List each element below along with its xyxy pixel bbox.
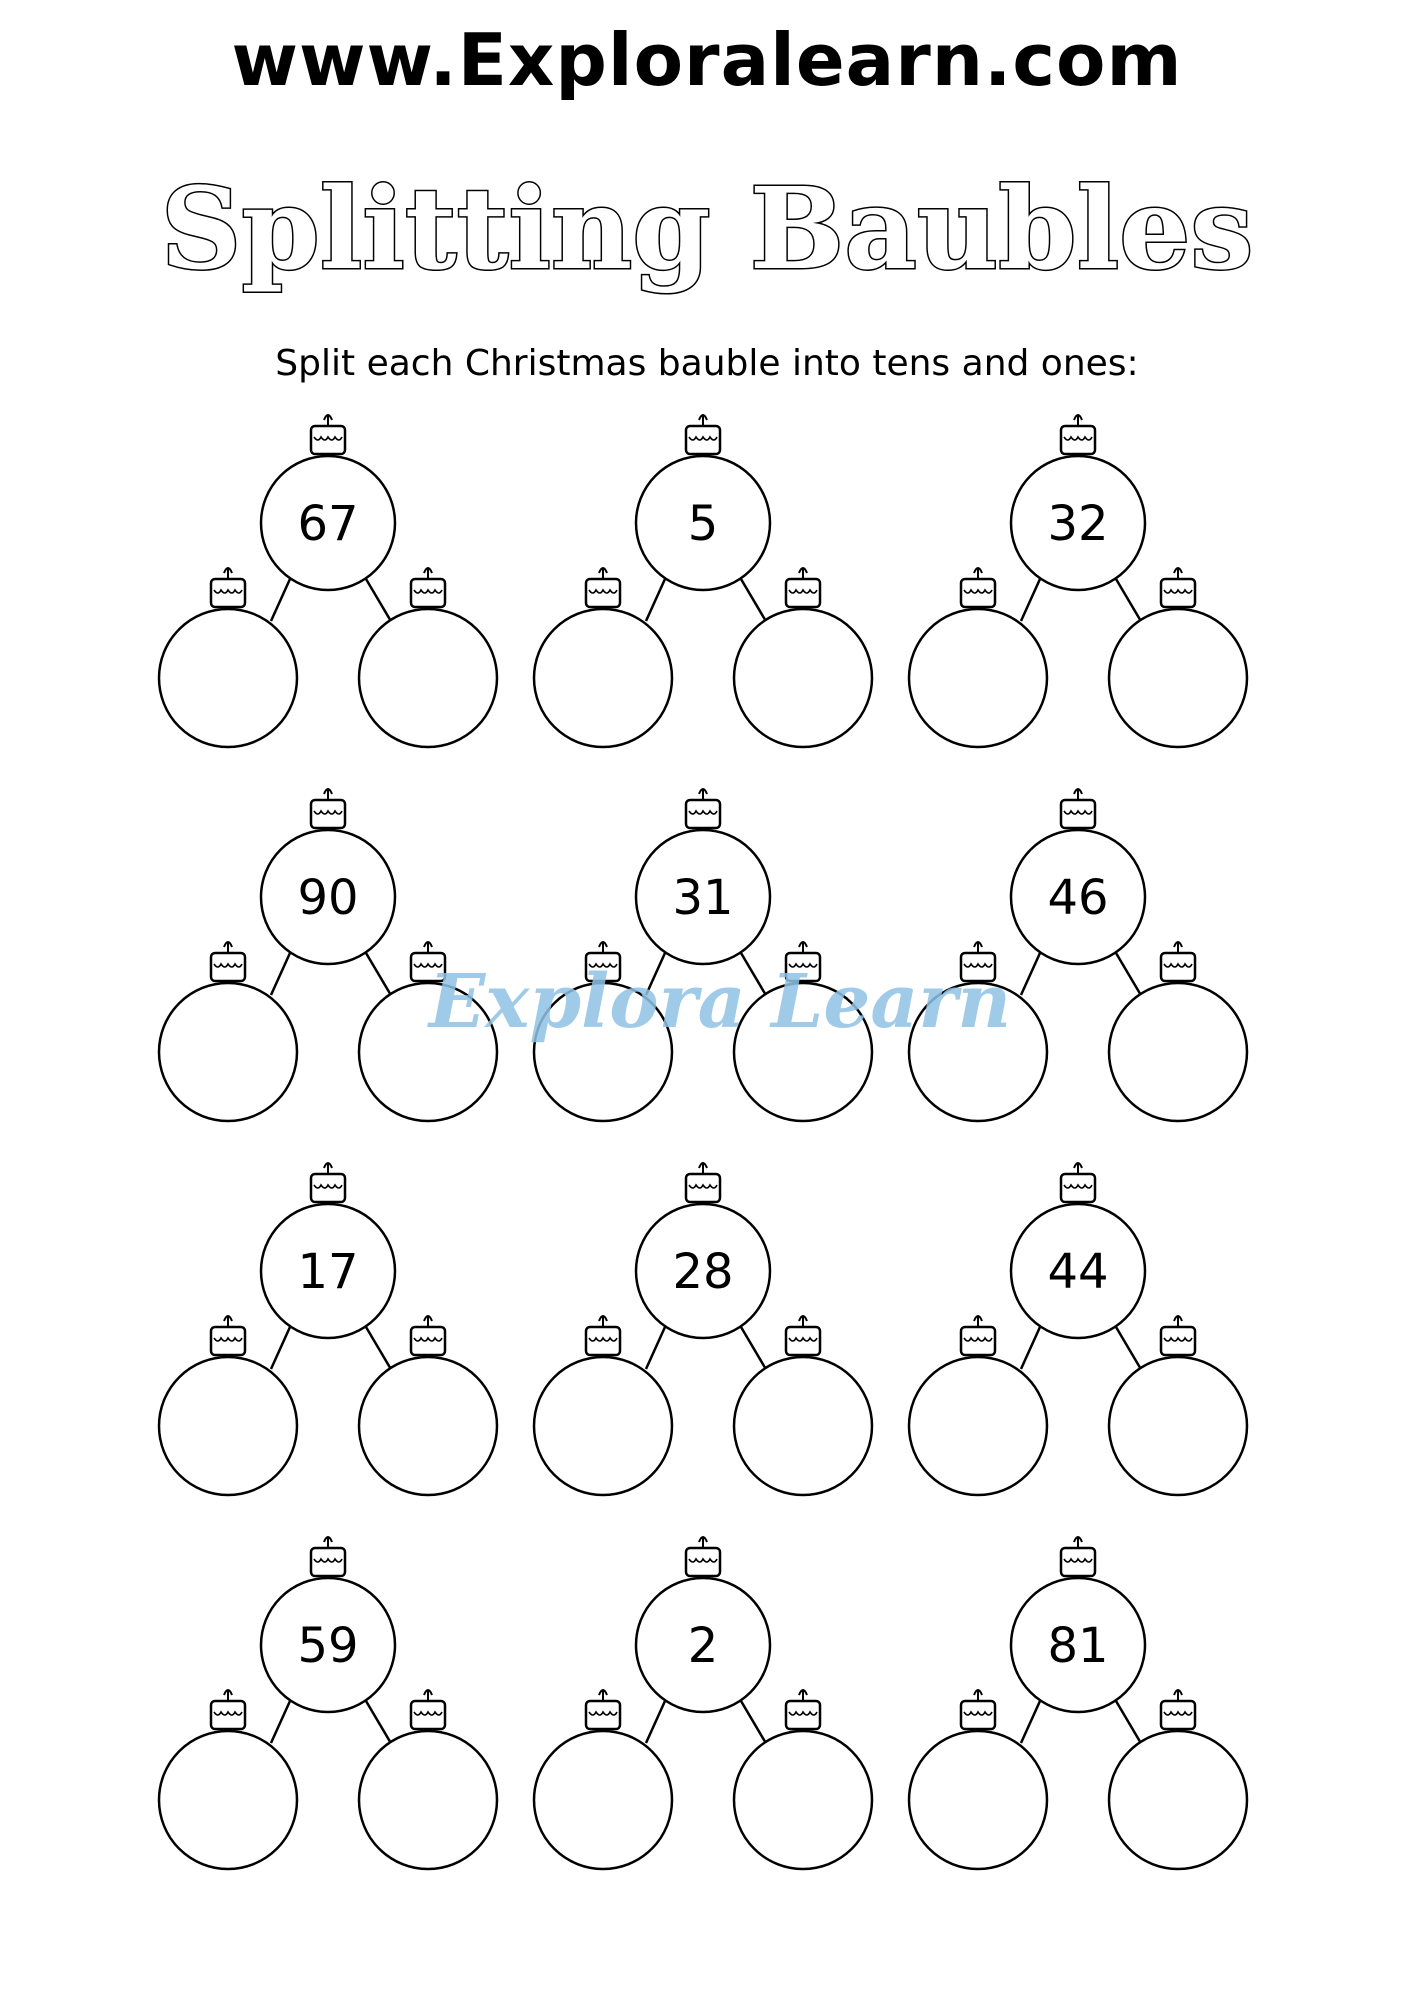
hook-icon: [1074, 1537, 1082, 1548]
bauble-circle: [359, 609, 497, 747]
branch-line-right: [366, 953, 392, 997]
bauble-number: 5: [687, 496, 719, 552]
hook-icon: [324, 789, 332, 800]
ones-bauble: [1109, 568, 1247, 747]
bauble-number: 46: [1047, 870, 1109, 926]
title-text: Splitting Baubles: [160, 164, 1254, 295]
hook-icon: [224, 1690, 232, 1701]
bauble-number: 17: [297, 1244, 359, 1300]
bauble-puzzle: [909, 1537, 1247, 1869]
branch-line-right: [1116, 953, 1142, 997]
hook-icon: [1174, 568, 1182, 579]
hook-icon: [599, 568, 607, 579]
bauble-circle: [1109, 1357, 1247, 1495]
hook-icon: [224, 1316, 232, 1327]
ones-bauble: [359, 568, 497, 747]
branch-line-right: [366, 1327, 392, 1371]
tens-bauble: [909, 1690, 1047, 1869]
hook-icon: [799, 1690, 807, 1701]
bauble-puzzle: [159, 415, 497, 747]
hook-icon: [224, 942, 232, 953]
bauble-number: 32: [1047, 496, 1109, 552]
branch-line-left: [646, 1327, 665, 1369]
tens-bauble: [159, 1690, 297, 1869]
hook-icon: [599, 1690, 607, 1701]
hook-icon: [599, 942, 607, 953]
bauble-number: 28: [672, 1244, 734, 1300]
hook-icon: [974, 568, 982, 579]
bauble-number: 2: [687, 1618, 719, 1674]
tens-bauble: [534, 568, 672, 747]
site-url: www.Exploralearn.com: [231, 18, 1183, 102]
hook-icon: [974, 1690, 982, 1701]
branch-line-right: [1116, 1701, 1142, 1745]
bauble-circle: [359, 1731, 497, 1869]
bauble-circle: [909, 1357, 1047, 1495]
bauble-puzzle: [159, 1537, 497, 1869]
hook-icon: [599, 1316, 607, 1327]
bauble-number: 59: [297, 1618, 359, 1674]
branch-line-right: [366, 579, 392, 623]
tens-bauble: [534, 1316, 672, 1495]
branch-line-left: [1021, 579, 1040, 621]
ones-bauble: [359, 1316, 497, 1495]
branch-line-left: [271, 1327, 290, 1369]
branch-line-left: [1021, 1327, 1040, 1369]
ones-bauble: [1109, 1316, 1247, 1495]
bauble-circle: [734, 1731, 872, 1869]
bauble-puzzle: [909, 1163, 1247, 1495]
hook-icon: [324, 415, 332, 426]
hook-icon: [324, 1163, 332, 1174]
bauble-circle: [909, 609, 1047, 747]
bauble-circle: [1109, 609, 1247, 747]
hook-icon: [799, 942, 807, 953]
branch-line-right: [741, 1701, 767, 1745]
bauble-number: 67: [297, 496, 359, 552]
hook-icon: [1074, 789, 1082, 800]
hook-icon: [1074, 415, 1082, 426]
tens-bauble: [159, 942, 297, 1121]
branch-line-left: [271, 579, 290, 621]
hook-icon: [799, 568, 807, 579]
hook-icon: [799, 1316, 807, 1327]
bauble-puzzle: [159, 1163, 497, 1495]
tens-bauble: [909, 1316, 1047, 1495]
bauble-circle: [909, 1731, 1047, 1869]
bauble-circle: [534, 1731, 672, 1869]
branch-line-left: [271, 1701, 290, 1743]
bauble-number: 31: [672, 870, 734, 926]
hook-icon: [1074, 1163, 1082, 1174]
bauble-circle: [159, 983, 297, 1121]
branch-line-right: [366, 1701, 392, 1745]
branch-line-right: [741, 579, 767, 623]
hook-icon: [424, 942, 432, 953]
bauble-circle: [159, 609, 297, 747]
watermark-logo: [428, 955, 1012, 1055]
bauble-puzzle: [534, 1537, 872, 1869]
hook-icon: [699, 1537, 707, 1548]
bauble-number: 81: [1047, 1618, 1109, 1674]
hook-icon: [974, 942, 982, 953]
tens-bauble: [534, 1690, 672, 1869]
bauble-circle: [359, 1357, 497, 1495]
hook-icon: [224, 568, 232, 579]
hook-icon: [699, 789, 707, 800]
branch-line-right: [741, 1327, 767, 1371]
hook-icon: [424, 568, 432, 579]
ones-bauble: [734, 1690, 872, 1869]
branch-line-left: [1021, 1701, 1040, 1743]
tens-bauble: [909, 568, 1047, 747]
bauble-circle: [734, 609, 872, 747]
bauble-circle: [1109, 983, 1247, 1121]
bauble-puzzle: [534, 415, 872, 747]
bauble-number: 90: [297, 870, 359, 926]
watermark-text: Explora Learn: [428, 959, 1012, 1045]
ones-bauble: [1109, 1690, 1247, 1869]
tens-bauble: [159, 1316, 297, 1495]
bauble-circle: [734, 1357, 872, 1495]
hook-icon: [1174, 1316, 1182, 1327]
ones-bauble: [359, 1690, 497, 1869]
bauble-circle: [159, 1731, 297, 1869]
hook-icon: [699, 1163, 707, 1174]
hook-icon: [1174, 942, 1182, 953]
bauble-circle: [534, 1357, 672, 1495]
bauble-circle: [159, 1357, 297, 1495]
branch-line-right: [1116, 1327, 1142, 1371]
branch-line-left: [1021, 953, 1040, 995]
hook-icon: [324, 1537, 332, 1548]
bauble-puzzle: [534, 1163, 872, 1495]
bauble-circle: [534, 609, 672, 747]
hook-icon: [424, 1316, 432, 1327]
hook-icon: [424, 1690, 432, 1701]
instructions: Split each Christmas bauble into tens and ones:: [275, 343, 1139, 384]
bauble-puzzle: [159, 789, 497, 1121]
branch-line-right: [1116, 579, 1142, 623]
hook-icon: [974, 1316, 982, 1327]
ones-bauble: [734, 1316, 872, 1495]
hook-icon: [699, 415, 707, 426]
branch-line-left: [646, 1701, 665, 1743]
bauble-circle: [1109, 1731, 1247, 1869]
bauble-puzzle: [909, 415, 1247, 747]
branch-line-left: [646, 579, 665, 621]
hook-icon: [1174, 1690, 1182, 1701]
ones-bauble: [734, 568, 872, 747]
branch-line-left: [271, 953, 290, 995]
ones-bauble: [1109, 942, 1247, 1121]
tens-bauble: [159, 568, 297, 747]
bauble-number: 44: [1047, 1244, 1109, 1300]
